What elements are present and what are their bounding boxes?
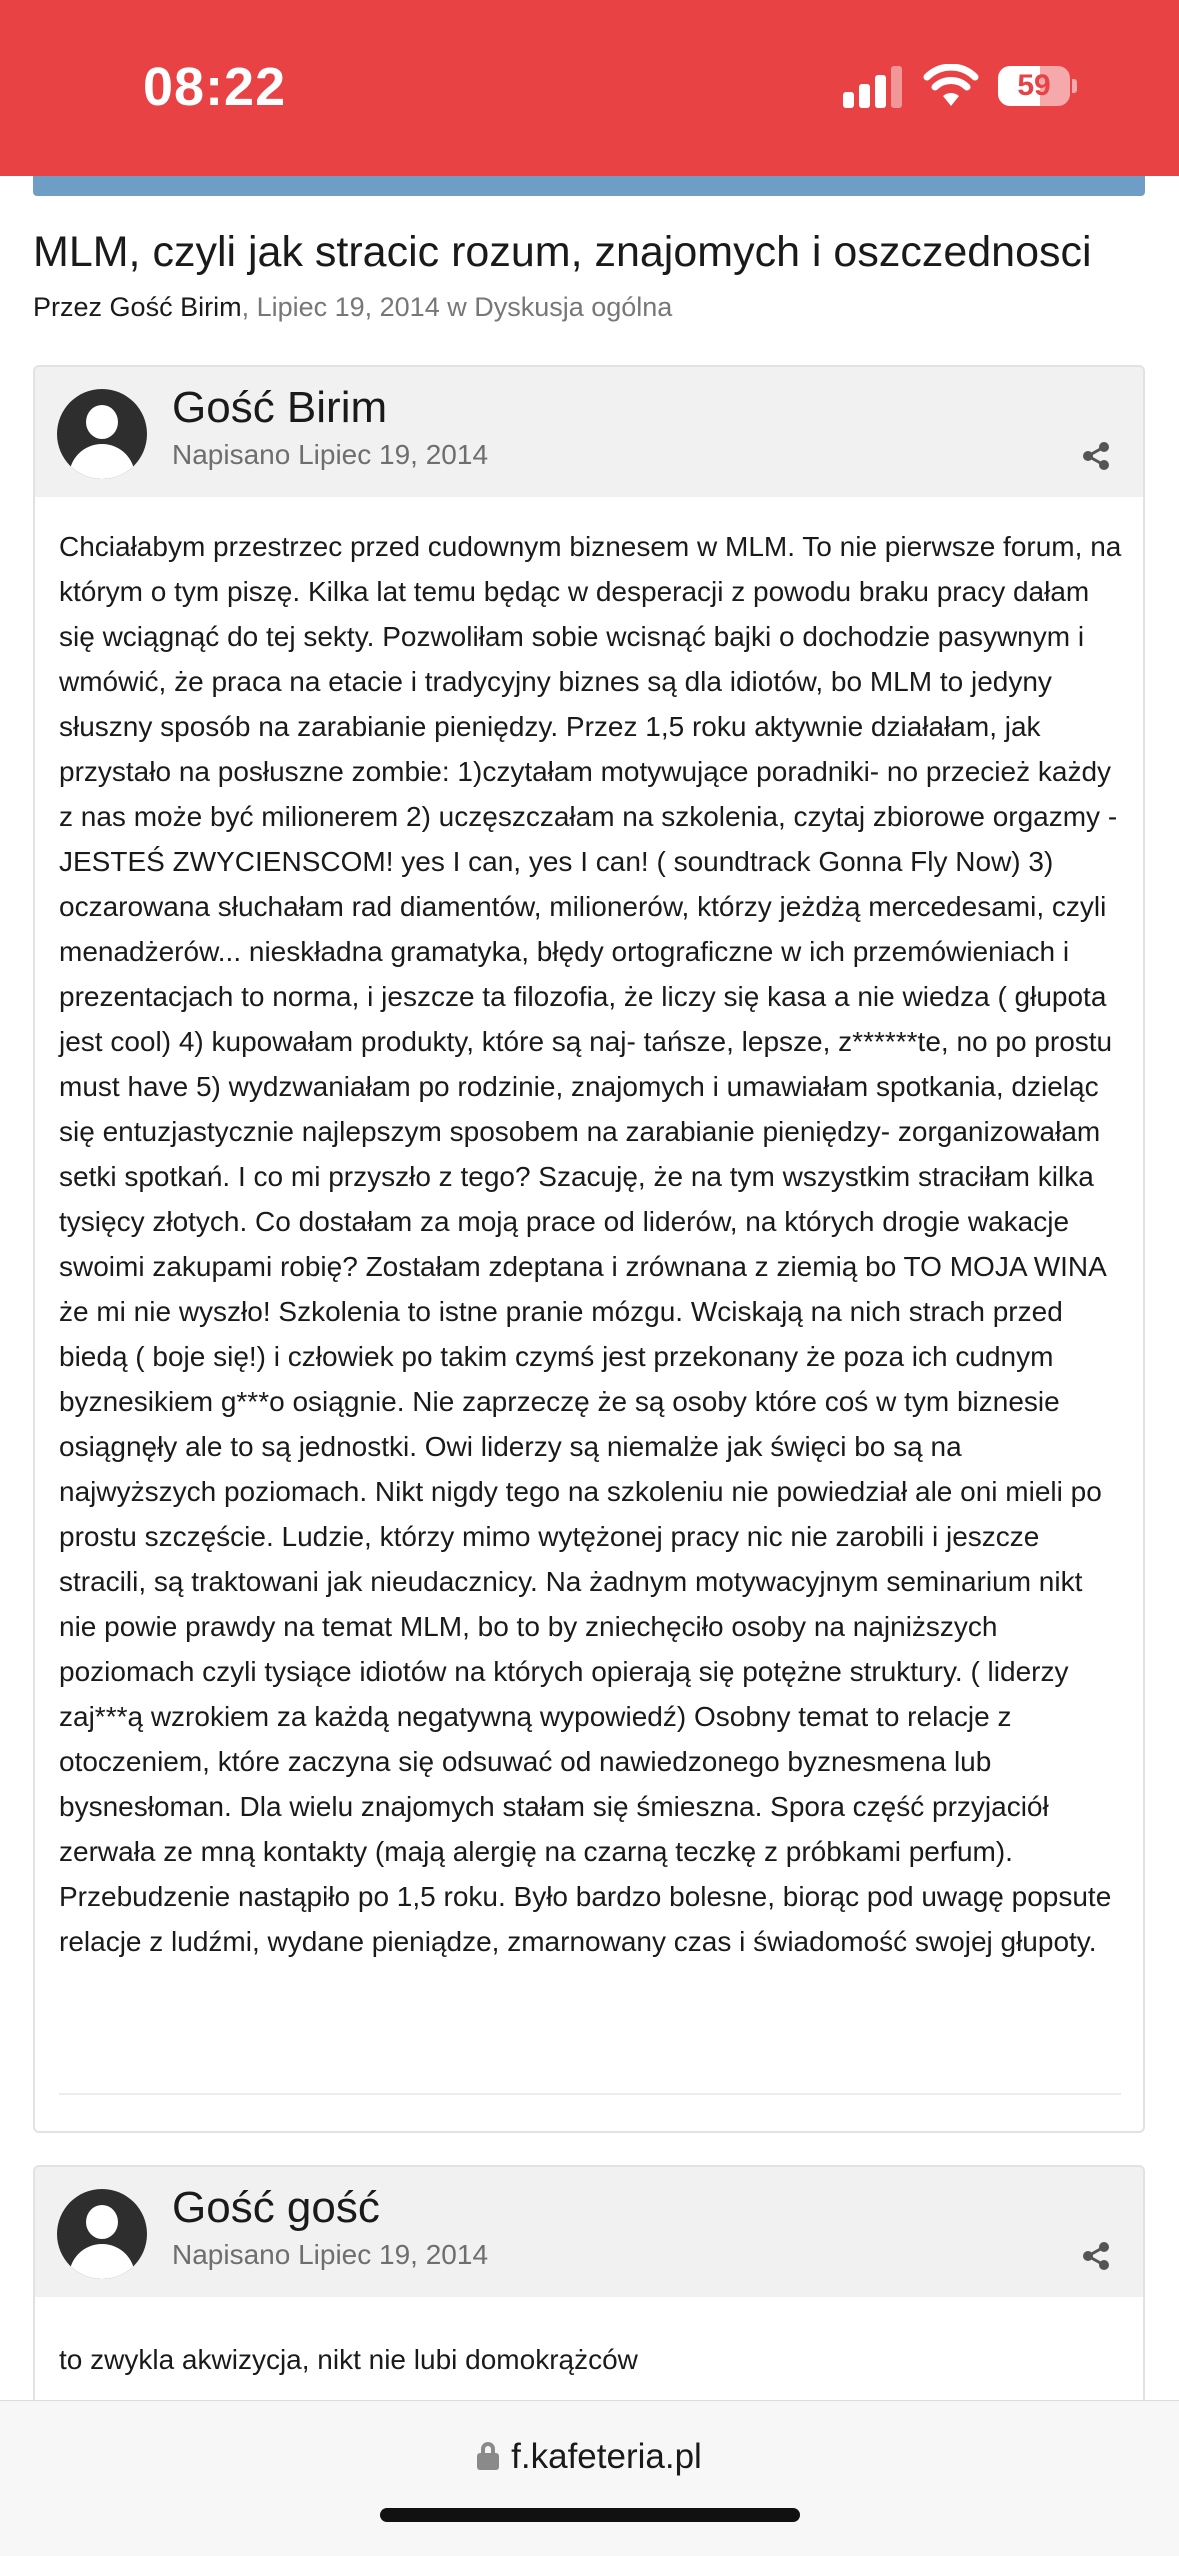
share-icon[interactable]: [1081, 441, 1111, 471]
post-header: [35, 367, 1143, 497]
topic-meta-details: , Lipiec 19, 2014 w Dyskusja ogólna: [241, 292, 673, 322]
share-icon[interactable]: [1081, 2241, 1111, 2271]
status-icons: [843, 62, 1083, 112]
topic-meta: [33, 292, 672, 323]
post-divider: [59, 2093, 1121, 2095]
url-text[interactable]: f.kafeteria.pl: [511, 2437, 702, 2476]
battery-icon: [998, 66, 1076, 106]
cellular-signal-icon: [843, 62, 903, 108]
post-date: Napisano Lipiec 19, 2014: [172, 439, 489, 470]
avatar-placeholder-icon[interactable]: [57, 2189, 147, 2279]
post-header: [35, 2167, 1143, 2297]
post-author[interactable]: Gość gość: [172, 2183, 380, 2232]
status-time: 08:22: [143, 57, 287, 117]
forum-header-strip: [33, 176, 1145, 196]
url-display[interactable]: [0, 2437, 1179, 2487]
post-author[interactable]: Gość Birim: [172, 383, 388, 432]
topic-meta-prefix: Przez: [33, 292, 103, 322]
lock-icon: [477, 2442, 499, 2470]
browser-address-bar[interactable]: [0, 2400, 1179, 2556]
home-indicator[interactable]: [380, 2508, 800, 2522]
battery-percent: 59: [1017, 69, 1051, 102]
topic-author-link[interactable]: Gość Birim: [109, 292, 242, 322]
avatar-placeholder-icon[interactable]: [57, 389, 147, 479]
status-bar: [0, 0, 1179, 176]
post-date: Napisano Lipiec 19, 2014: [172, 2239, 489, 2270]
post-body: to zwykla akwizycja, nikt nie lubi domokrążców: [59, 2344, 638, 2375]
wifi-icon: [923, 64, 979, 108]
topic-title: MLM, czyli jak stracic rozum, znajomych i oszczednosci: [33, 228, 1092, 276]
post-body: Chciałabym przestrzec przed cudownym biznesem w MLM. To nie pierwsze forum, na którym o tym piszę. Kilka lat temu będąc w desperacji z powodu braku pracy dałam się wciągnąć do tej sekty. Pozwoliłam sobie wcisnąć bajki o dochodzie pasywnym i wmówić, że praca na etacie i tradycyjny biznes są dla idiotów, bo MLM to jedyny słuszny sposób na zarabianie pieniędzy. Przez 1,5 roku aktywnie działałam, jak przystało na posłuszne zombie: 1)czytałam motywujące poradniki- no przecież każdy z nas może być milionerem 2) uczęszczałam na szkolenia, czytaj zbiorowe orgazmy - JESTEŚ ZWYCIENSCOM! yes I can, yes I can! ( soundtrack Gonna Fly Now) 3) oczarowana słuchałam rad diamentów, milionerów, którzy jeżdżą mercedesami, czyli menadżerów... nieskładna gramatyka, błędy ortograficzne w ich przemówieniach i prezentacjach to norma, i jeszcze ta filozofia, że liczy się kasa a nie wiedza ( głupota jest cool) 4) kupowałam produkty, które są naj- tańsze, lepsze, z******te, no po prostu must have 5) wydzwaniałam po rodzinie, znajomych i umawiałam spotkania, dzieląc się entuzjastycznie najlepszym sposobem na zarabianie pieniędzy- zorganizowałam setki spotkań. I co mi przyszło z tego? Szacuję, że na tym wszystkim straciłam kilka tysięcy złotych. Co dostałam za moją prace od liderów, na których drogie wakacje swoimi zakupami robię? Zostałam zdeptana i zrównana z ziemią bo TO MOJA WINA że mi nie wyszło! Szkolenia to istne pranie mózgu. Wciskają na nich strach przed biedą ( boje się!) i człowiek po takim czymś jest przekonany że poza ich cudnym byznesikiem g***o osiągnie. Nie zaprzeczę że są osoby które coś w tym biznesie osiągnęły ale to są jednostki. Owi liderzy są niemalże jak święci bo są na najwyższych poziomach. Nikt nigdy tego na szkoleniu nie powiedział ale oni mieli po prostu szczęście. Ludzie, którzy mimo wytężonej pracy nic nie zarobili i jeszcze stracili, są traktowani jak nieudacznicy. Na żadnym motywacyjnym seminarium nikt nie powie prawdy na temat MLM, bo to by zniechęciło osoby na najniższych poziomach czyli tysiące idiotów na których opierają się potężne struktury. ( liderzy zaj***ą wzrokiem za każdą negatywną wypowiedź) Osobny temat to relacje z otoczeniem, które zaczyna się odsuwać od nawiedzonego byznesmena lub bysnesłoman. Dla wielu znajomych stałam się śmieszna. Spora część przyjaciół zerwała ze mną kontakty (mają alergię na czarną teczkę z próbkami perfum). Przebudzenie nastąpiło po 1,5 roku. Było bardzo bolesne, biorąc pod uwagę popsute relacje z ludźmi, wydane pieniądze, zmarnowany czas i świadomość swojej głupoty.: [59, 531, 1122, 1957]
forum-post: [33, 365, 1145, 2133]
